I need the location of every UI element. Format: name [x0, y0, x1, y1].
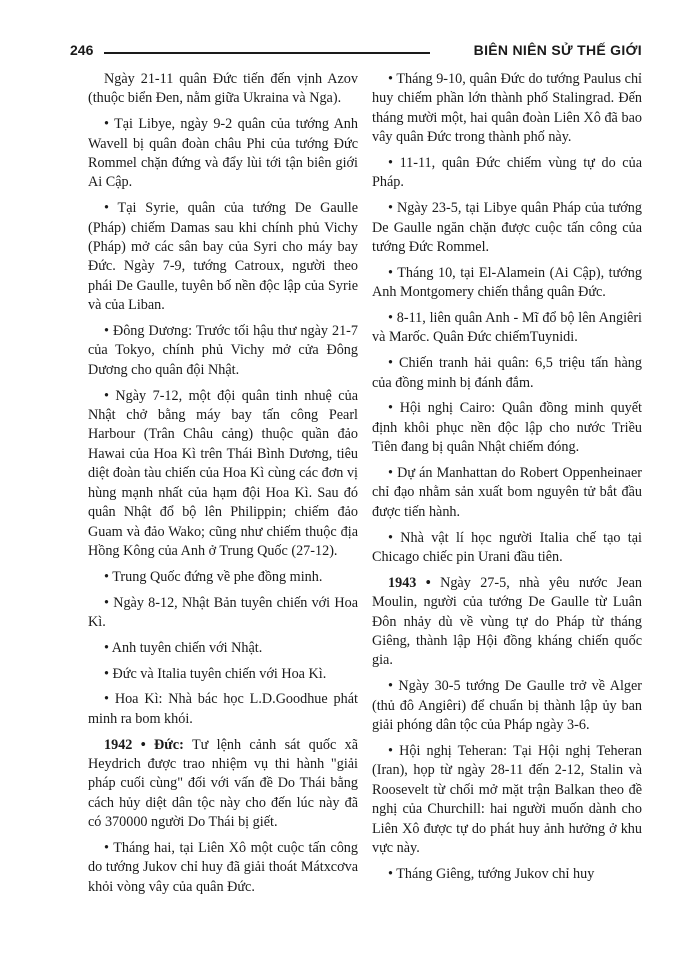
paragraph-text: • Ngày 8-12, Nhật Bản tuyên chiến với Hoa Kì.: [88, 594, 358, 630]
paragraph-text: • Tháng Giêng, tướng Jukov chỉ huy: [388, 865, 595, 882]
paragraph: [88, 115, 358, 193]
paragraph-text: • Ngày 7-12, một đội quân tinh nhuệ của Nhật chở bằng máy bay tấn công Pearl Harbour (Trân Châu cảng) thuộc quần đảo Hawai của Hoa Kì trên Thái Bình Dương, tiêu diệt đoàn tàu chiến của Hoa Kì cùng các đơn vị hùng mạnh nhất của hạm đội Hoa Kì. Sau đó quân Nhật đổ bộ lên Philippin; chiếm đảo Guam và đảo Wako; cũng như chiếm thuộc địa Hồng Kông của Anh ở Trung Quốc (27-12).: [88, 387, 358, 559]
paragraph-text: • Tại Syrie, quân của tướng De Gaulle (Pháp) chiếm Damas sau khi chính phủ Vichy (Pháp) mở các sân bay của Syri cho máy bay Đức. Ngày 7-9, tướng Catroux, người theo phái De Gaulle, tuyên bố nền độc lập của Syrie và của Liban.: [88, 200, 358, 314]
paragraph-lead: 1942 • Đức:: [104, 736, 184, 753]
paragraph-text: • Tháng hai, tại Liên Xô một cuộc tấn công do tướng Jukov chỉ huy đã giải thoát Mátxcơva khỏi vòng vây của quân Đức.: [88, 839, 358, 895]
paragraph-text: Ngày 27-5, nhà yêu nước Jean Moulin, người của tướng De Gaulle từ Luân Đôn nhảy dù về vùng tự do Pháp từ tháng Giêng, thành lập Hội đồng kháng chiến quốc gia.: [372, 574, 642, 669]
paragraph-text: • Đông Dương: Trước tối hậu thư ngày 21-7 của Tokyo, chính phủ Vichy mở cửa Đông Dương cho quân đội Nhật.: [88, 323, 358, 378]
paragraph: [88, 322, 358, 380]
paragraph-text: • Tháng 9-10, quân Đức do tướng Paulus chỉ huy chiếm phần lớn thành phố Stalingrad. Đến tháng mười một, hai quân đoàn Liên Xô đã bao vây quân Đức trong thành phố này.: [372, 71, 642, 146]
paragraph: [372, 677, 642, 735]
paragraph-text: Ngày 21-11 quân Đức tiến đến vịnh Azov (thuộc biển Đen, nằm giữa Ukraina và Nga).: [88, 71, 358, 107]
paragraph: [372, 309, 642, 348]
paragraph: [372, 865, 642, 884]
paragraph: [88, 639, 358, 658]
paragraph-text: • Anh tuyên chiến với Nhật.: [104, 639, 263, 656]
paragraph-text: • Ngày 23-5, tại Libye quân Pháp của tướng De Gaulle ngăn chặn được cuộc tấn công của tướng Đức Rommel.: [372, 200, 642, 256]
paragraph-text: • 8-11, liên quân Anh - Mĩ đổ bộ lên Angiêri và Marốc. Quân Đức chiếmTuynidi.: [372, 310, 642, 346]
page-header: [70, 42, 642, 62]
paragraph: [372, 742, 642, 858]
paragraph: [88, 594, 358, 633]
paragraph: [88, 665, 358, 684]
paragraph-text: • Tháng 10, tại El-Alamein (Ai Cập), tướng Anh Montgomery chiến thắng quân Đức.: [372, 264, 642, 301]
left-column: [88, 70, 358, 904]
paragraph: [88, 839, 358, 897]
paragraph-text: Tư lệnh cảnh sát quốc xã Heydrich được trao nhiệm vụ thi hành "giải pháp cuối cùng" đối với vấn đề Do Thái bằng cách hủy diệt dân tộc này cho đến lúc này đã có 370000 người Do Thái bị giết.: [88, 736, 359, 831]
header-rule: [104, 52, 430, 54]
paragraph: [372, 264, 642, 303]
paragraph: [88, 199, 358, 315]
paragraph-lead: 1943 •: [388, 574, 431, 591]
paragraph-year-1943: [372, 574, 642, 671]
book-title: BIÊN NIÊN SỬ THẾ GIỚI: [473, 42, 642, 58]
paragraph: [88, 70, 358, 109]
paragraph: [372, 70, 642, 148]
paragraph: [88, 387, 358, 562]
paragraph: [372, 399, 642, 457]
paragraph: [88, 568, 358, 587]
right-column: [372, 70, 642, 891]
paragraph: [372, 354, 642, 393]
page-number: 246: [70, 42, 94, 58]
paragraph: [372, 529, 642, 568]
paragraph-text: • Chiến tranh hải quân: 6,5 triệu tấn hàng của đồng minh bị đánh đắm.: [372, 355, 642, 391]
paragraph-text: • Trung Quốc đứng về phe đồng minh.: [104, 568, 323, 585]
paragraph-text: • Đức và Italia tuyên chiến với Hoa Kì.: [104, 665, 327, 682]
paragraph-year-1942: [88, 736, 358, 833]
paragraph-text: • Ngày 30-5 tướng De Gaulle trở về Alger (thủ đô Angiêri) để chuẩn bị thành lập ủy ban giải phóng dân tộc của Pháp ngày 3-6.: [372, 678, 642, 734]
paragraph-text: • Hoa Kì: Nhà bác học L.D.Goodhue phát minh ra bom khói.: [88, 691, 358, 727]
paragraph-text: • Dự án Manhattan do Robert Oppenheinaer chỉ đạo nhằm sản xuất bom nguyên tử bắt đầu được tiến hành.: [372, 465, 642, 520]
paragraph: [372, 199, 642, 257]
paragraph-text: • Tại Libye, ngày 9-2 quân của tướng Anh Wavell bị quân đoàn châu Phi của tướng Đức Rommel chặn đứng và đẩy lùi tới tận biên giới Ai Cập.: [88, 116, 358, 191]
paragraph-text: • 11-11, quân Đức chiếm vùng tự do của Pháp.: [372, 155, 642, 191]
paragraph-text: • Hội nghị Cairo: Quân đồng minh quyết định khôi phục nền độc lập cho nước Triều Tiên đang bị quân Nhật chiếm đóng.: [372, 400, 642, 456]
paragraph: [372, 464, 642, 522]
paragraph: [88, 690, 358, 729]
paragraph-text: • Nhà vật lí học người Italia chế tạo tại Chicago chiếc pin Urani đầu tiên.: [372, 529, 642, 566]
paragraph: [372, 154, 642, 193]
paragraph-text: • Hội nghị Teheran: Tại Hội nghị Teheran (Iran), họp từ ngày 28-11 đến 2-12, Stalin và Roosevelt từ chối mở mặt trận Balkan theo đề nghị của Churchill: hai người muốn dành cho Liên Xô được tự do phát huy ảnh hưởng ở khu vực này.: [372, 742, 642, 856]
